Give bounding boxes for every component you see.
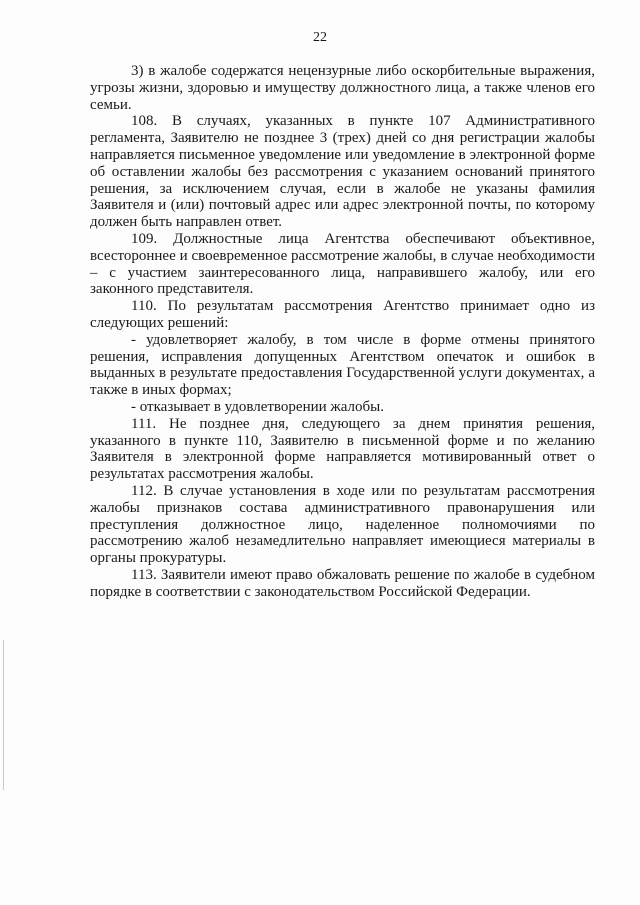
paragraph-item-3: 3) в жалобе содержатся нецензурные либо оскорбительные выражения, угрозы жизни, здоровью и имуществу должностного лица, а также членов его семьи. — [90, 63, 595, 113]
page-number: 22 — [313, 30, 327, 45]
paragraph-113: 113. Заявители имеют право обжаловать решение по жалобе в судебном порядке в соответствии с законодательством Российской Федерации. — [90, 566, 595, 600]
paragraph-110-option-refuse: - отказывает в удовлетворении жалобы. — [131, 398, 385, 415]
paragraph-108: 108. В случаях, указанных в пункте 107 Административного регламента, Заявителю не позднее 3 (трех) дней со дня регистрации жалобы направляется письменное уведомление или уведомление в электронной форме об оставлении жалобы без рассмотрения с указанием оснований принятого решения, за исключением случая, если в жалобе не указаны фамилия Заявителя и (или) почтовый адрес или адрес электронной почты, по которому должен быть направлен ответ. — [90, 113, 595, 231]
paragraph-110-option-satisfy: - удовлетворяет жалобу, в том числе в форме отмены принятого решения, исправления допущенных Агентством опечаток и ошибок в выданных в результате предоставления Государственной услуги документах, а также в иных формах; — [90, 331, 595, 399]
paragraph-110: 110. По результатам рассмотрения Агентство принимает одно из следующих решений: — [90, 298, 595, 331]
paragraph-112: 112. В случае установления в ходе или по результатам рассмотрения жалобы признаков состава административного правонарушения или преступления должностное лицо, наделенное полномочиями по рассмотрению жалоб незамедлительно направляет имеющиеся материалы в органы прокуратуры. — [90, 482, 595, 567]
paragraph-109: 109. Должностные лица Агентства обеспечивают объективное, всестороннее и своевременное рассмотрение жалобы, в случае необходимости – с участием заинтересованного лица, направившего жалобу, или его законного представителя. — [90, 230, 595, 298]
document-body — [90, 63, 595, 601]
scan-edge-line — [3, 640, 4, 790]
paragraph-111: 111. Не позднее дня, следующего за днем принятия решения, указанного в пункте 110, Заявителю в письменной форме и по желанию Заявителя в электронной форме направляется мотивированный ответ о результатах рассмотрения жалобы. — [90, 415, 595, 483]
